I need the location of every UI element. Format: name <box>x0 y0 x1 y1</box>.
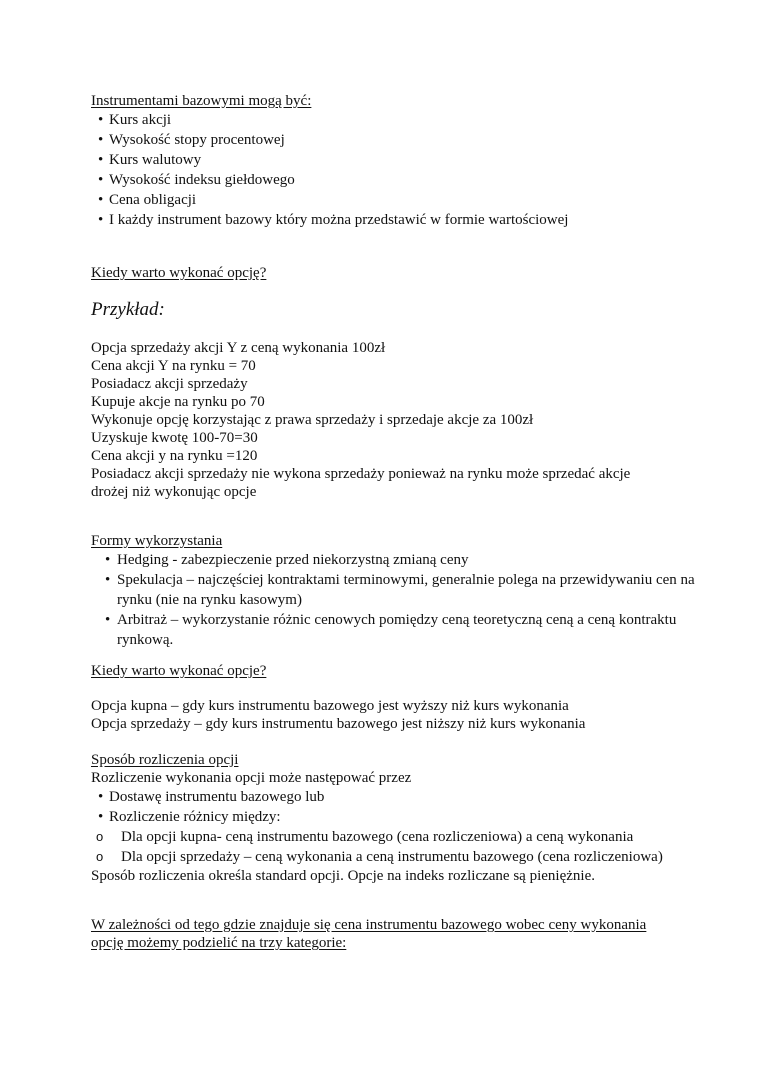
section-heading: Sposób rozliczenia opcji <box>91 752 239 768</box>
section-heading: Formy wykorzystania <box>91 533 223 549</box>
section-heading: Kiedy warto wykonać opcję? <box>91 265 267 281</box>
text-line: Uzyskuje kwotę 100-70=30 <box>91 430 258 446</box>
section-when-exercise-text <box>91 697 700 733</box>
list-item: • Kurs akcji <box>91 110 700 130</box>
list-item: • Wysokość indeksu giełdowego <box>91 170 700 190</box>
list-item: • Hedging - zabezpieczenie przed niekorzystną zmianą ceny <box>91 550 700 570</box>
text-line: Opcja sprzedaży – gdy kurs instrumentu bazowego jest niższy niż kurs wykonania <box>91 716 586 732</box>
text-line: Rozliczenie wykonania opcji może następować przez <box>91 770 412 786</box>
sub-list-item: o Dla opcji kupna- ceną instrumentu bazowego (cena rozliczeniowa) a ceną wykonania <box>91 827 700 847</box>
text-line: Opcja kupna – gdy kurs instrumentu bazowego jest wyższy niż kurs wykonania <box>91 698 569 714</box>
example-text <box>91 339 700 501</box>
section-underlying-instruments <box>91 92 700 230</box>
section-heading: Kiedy warto wykonać opcje? <box>91 663 267 679</box>
list-item: • Dostawę instrumentu bazowego lub <box>91 787 700 807</box>
section-heading-line: opcję możemy podzielić na trzy kategorie: <box>91 935 347 951</box>
text-line: Opcja sprzedaży akcji Y z ceną wykonania 100zł <box>91 340 386 356</box>
text-line: Sposób rozliczenia określa standard opcji. Opcje na indeks rozliczane są pieniężnie. <box>91 868 595 884</box>
bullet-list <box>91 550 700 650</box>
example-label: Przykład: <box>91 299 165 320</box>
section-heading: Instrumentami bazowymi mogą być: <box>91 93 312 109</box>
list-item: • Arbitraż – wykorzystanie różnic cenowych pomiędzy ceną teoretyczną ceną a ceną kontraktu rynkową. <box>91 610 700 650</box>
text-line: Cena akcji Y na rynku = 70 <box>91 358 256 374</box>
text-line: Kupuje akcje na rynku po 70 <box>91 394 265 410</box>
list-item: • Wysokość stopy procentowej <box>91 130 700 150</box>
sub-list-item: o Dla opcji sprzedaży – ceną wykonania a ceną instrumentu bazowego (cena rozliczeniowa) <box>91 847 700 867</box>
section-categories-heading <box>91 916 700 952</box>
list-item: • Cena obligacji <box>91 190 700 210</box>
text-line: drożej niż wykonując opcje <box>91 484 257 500</box>
bullet-list <box>91 110 700 230</box>
sub-list <box>91 827 700 867</box>
bullet-list <box>91 787 700 827</box>
list-item: • I każdy instrument bazowy który można przedstawić w formie wartościowej <box>91 210 700 230</box>
text-line: Cena akcji y na rynku =120 <box>91 448 258 464</box>
list-item: • Rozliczenie różnicy między: <box>91 807 700 827</box>
section-settlement <box>91 751 700 885</box>
text-line: Posiadacz akcji sprzedaży <box>91 376 248 392</box>
section-forms-of-use <box>91 532 700 650</box>
section-heading-line: W zależności od tego gdzie znajduje się cena instrumentu bazowego wobec ceny wykonania <box>91 917 647 933</box>
list-item: • Kurs walutowy <box>91 150 700 170</box>
text-line: Wykonuje opcję korzystając z prawa sprzedaży i sprzedaje akcje za 100zł <box>91 412 534 428</box>
text-line: Posiadacz akcji sprzedaży nie wykona sprzedaży ponieważ na rynku może sprzedać akcje <box>91 466 631 482</box>
list-item: • Spekulacja – najczęściej kontraktami terminowymi, generalnie polega na przewidywaniu cen na rynku (nie na rynku kasowym) <box>91 570 700 610</box>
